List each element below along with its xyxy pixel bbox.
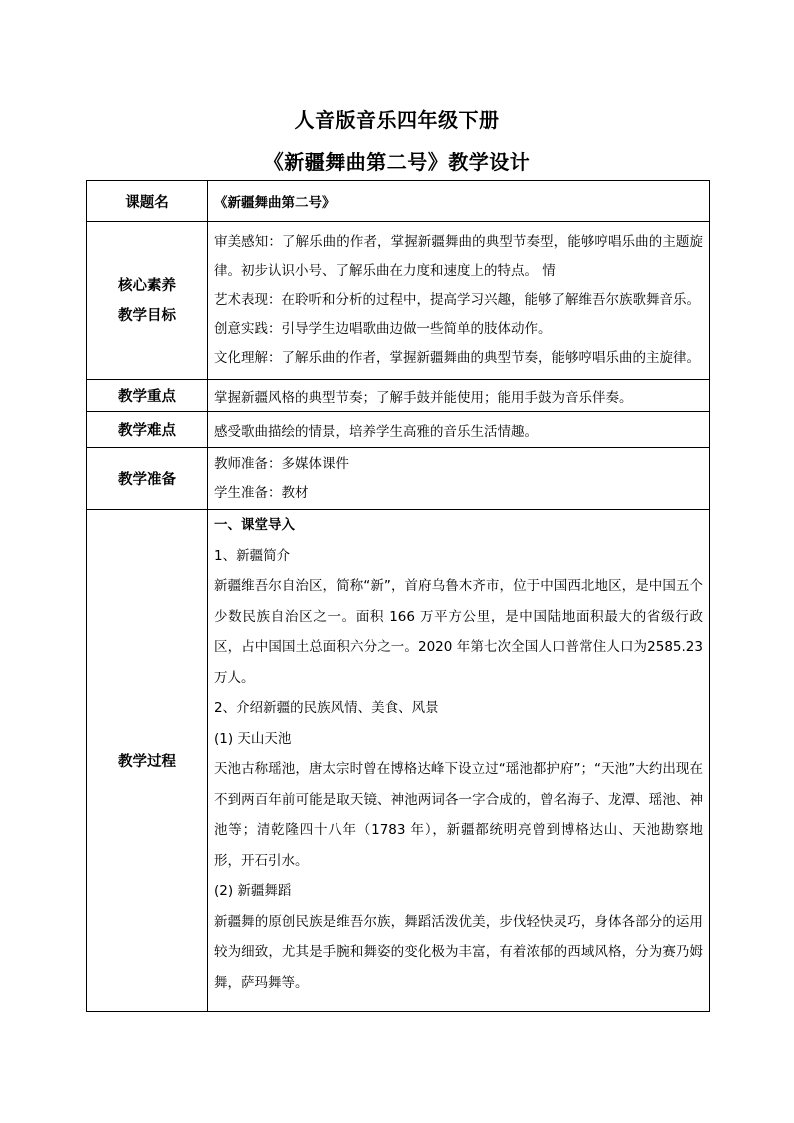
goal-aesthetic: 审美感知：了解乐曲的作者，掌握新疆舞曲的典型节奏型，能够哼唱乐曲的主题旋律。初步认识小号、了解乐曲在力度和速度上的特点。 情 [214,234,703,279]
topic-value: 《新疆舞曲第二号》 [208,181,710,222]
tianchi-heading: (1) 天山天池 [214,730,292,747]
goal-culture: 文化理解：了解乐曲的作者，掌握新疆舞曲的典型节奏，能够哼唱乐曲的主旋律。 [214,350,700,366]
goals-label-line2: 教学目标 [118,307,176,324]
row-prep [87,448,710,510]
document-subtitle: 《新疆舞曲第二号》教学设计 [263,150,531,174]
process-content [208,510,710,1012]
goals-content [208,222,710,380]
xinjiang-intro-text: 新疆维吾尔自治区，简称“新”，首府乌鲁木齐市，位于中国西北地区，是中国五个少数民族自治区之一。面积 166 万平方公里，是中国陆地面积最大的省级行政区，占中国国土总面积六分之一。2020 年第七次全国人口普常住人口为2585.23万人。 [214,578,703,686]
section-intro-heading: 一、课堂导入 [214,517,295,533]
prep-student: 学生准备：教材 [214,484,309,501]
key-value: 掌握新疆风格的典型节奏；了解手鼓并能使用；能用手鼓为音乐伴奏。 [208,380,710,412]
difficulty-label: 教学难点 [87,412,208,448]
row-topic [87,181,710,222]
row-key [87,380,710,412]
xinjiang-intro-heading: 1、新疆简介 [214,547,291,564]
lesson-plan-table [86,180,710,1012]
goals-label [87,222,208,380]
row-process [87,510,710,1012]
goal-creative: 创意实践：引导学生边唱歌曲边做一些简单的肢体动作。 [214,321,552,337]
topic-label: 课题名 [87,181,208,222]
process-label: 教学过程 [87,510,208,1012]
prep-teacher: 教师准备：多媒体课件 [214,455,349,472]
prep-content [208,448,710,510]
goals-label-line1: 核心素养 [118,277,176,294]
dance-text: 新疆舞的原创民族是维吾尔族，舞蹈活泼优美，步伐轻快灵巧，身体各部分的运用较为细致，尤其是手腕和舞姿的变化极为丰富，有着浓郁的西域风格，分为赛乃姆舞，萨玛舞等。 [214,913,703,991]
prep-label: 教学准备 [87,448,208,510]
tianchi-text: 天池古称瑶池，唐太宗时曾在博格达峰下设立过“瑶池都护府”；“天池”大约出现在不到两百年前可能是取天镜、神池两词各一字合成的，曾名海子、龙潭、瑶池、神池等；清乾隆四十八年（1783 年），新疆都统明亮曾到博格达山、天池勘察地形，开石引水。 [214,761,703,869]
document-title: 人音版音乐四年级下册 [294,108,500,132]
row-difficulty [87,412,710,448]
goal-expression: 艺术表现：在聆听和分析的过程中，提高学习兴趣，能够了解维吾尔族歌舞音乐。 [214,292,700,308]
customs-heading: 2、介绍新疆的民族风情、美食、风景 [214,700,439,716]
key-label: 教学重点 [87,380,208,412]
row-goals [87,222,710,380]
difficulty-value: 感受歌曲描绘的情景，培养学生高雅的音乐生活情趣。 [208,412,710,448]
dance-heading: (2) 新疆舞蹈 [214,883,292,899]
